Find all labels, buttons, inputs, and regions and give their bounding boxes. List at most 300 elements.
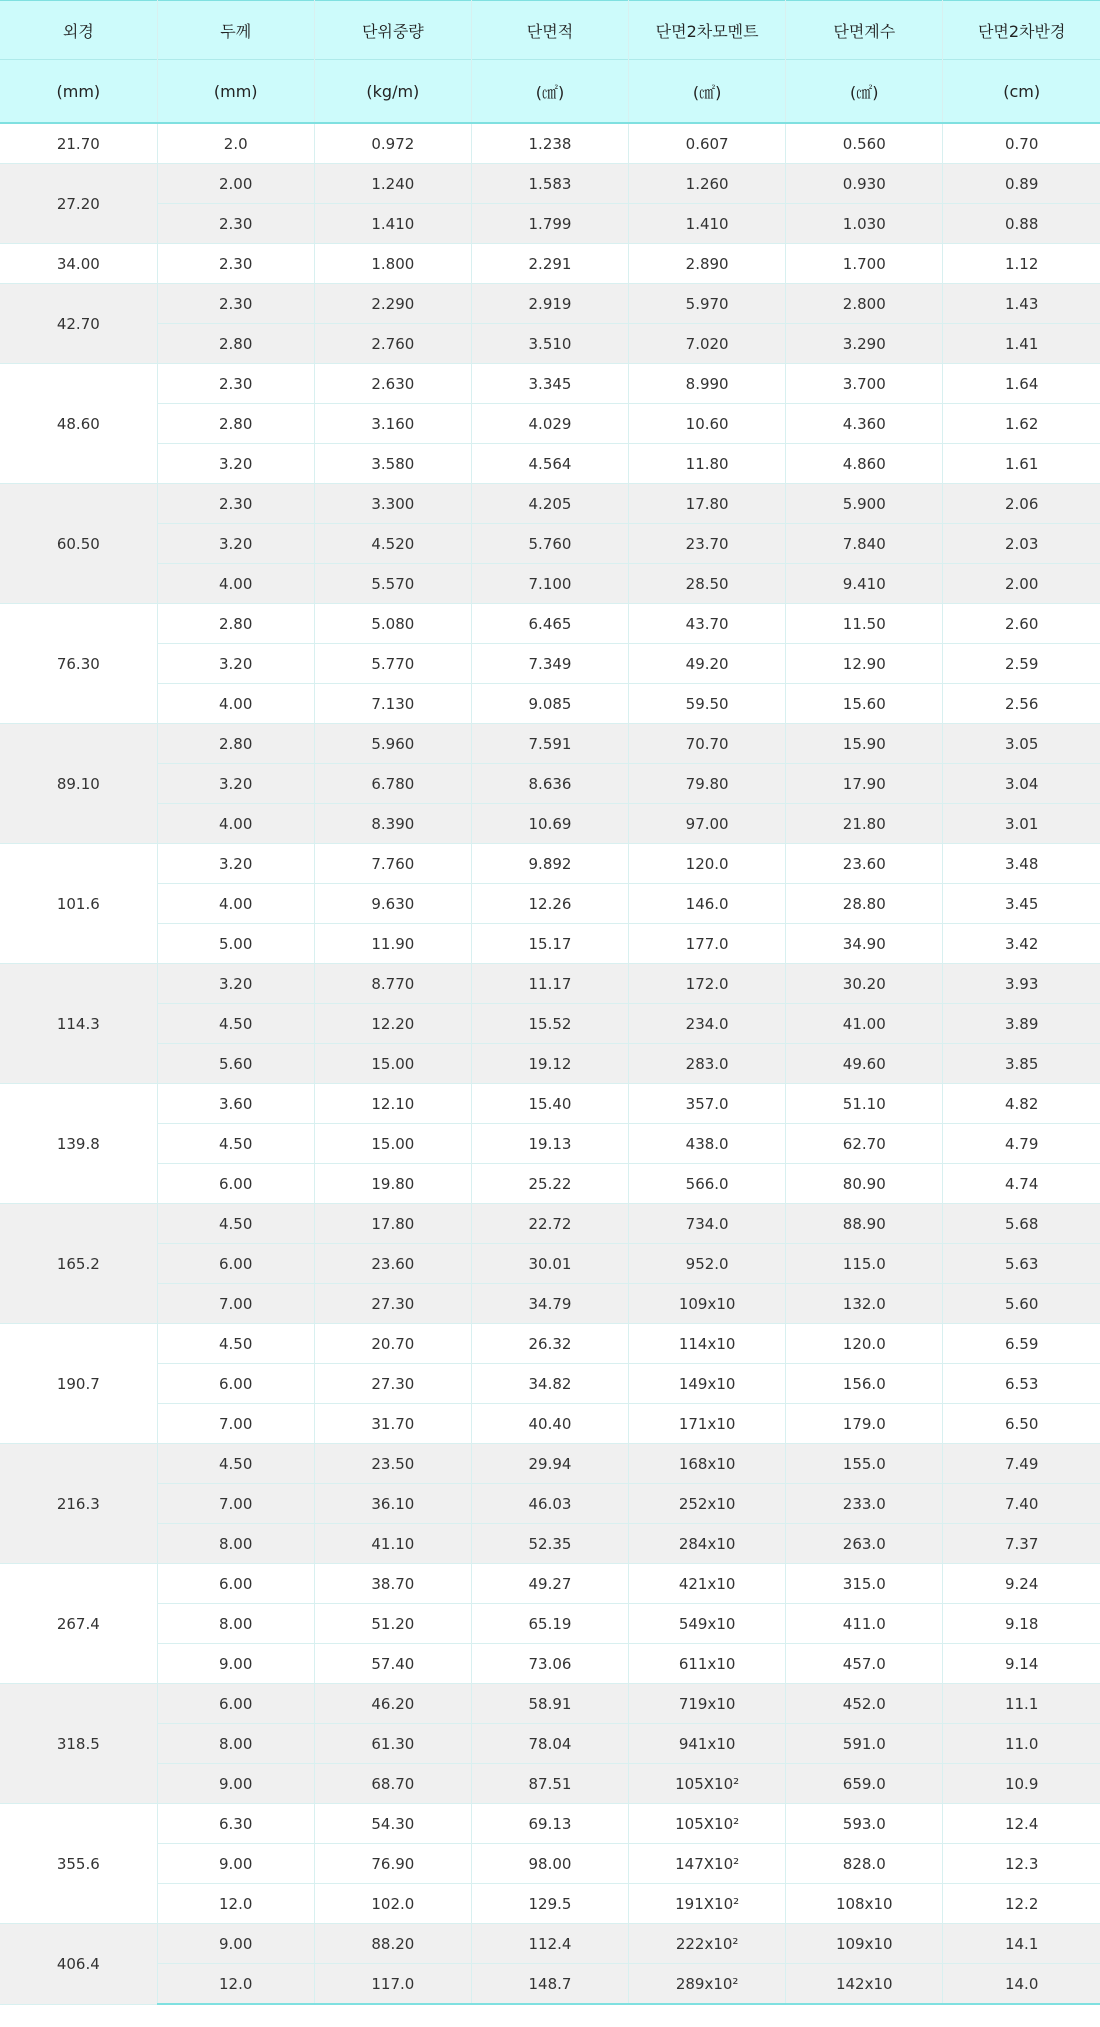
table-cell: 5.900 — [786, 484, 943, 524]
table-cell: 2.30 — [157, 484, 314, 524]
outer-diameter-cell: 101.6 — [0, 844, 157, 964]
table-cell: 941x10 — [629, 1724, 786, 1764]
table-cell: 49.20 — [629, 644, 786, 684]
table-cell: 0.930 — [786, 164, 943, 204]
table-cell: 14.1 — [943, 1924, 1100, 1964]
table-cell: 36.10 — [314, 1484, 471, 1524]
table-cell: 4.82 — [943, 1084, 1100, 1124]
table-cell: 5.68 — [943, 1204, 1100, 1244]
table-cell: 12.0 — [157, 1884, 314, 1924]
table-row — [0, 1844, 1100, 1884]
table-cell: 3.89 — [943, 1004, 1100, 1044]
column-header-title: 단면2차모멘트 — [629, 1, 786, 60]
table-cell: 3.290 — [786, 324, 943, 364]
table-cell: 5.770 — [314, 644, 471, 684]
table-cell: 289x10² — [629, 1964, 786, 2005]
table-cell: 1.62 — [943, 404, 1100, 444]
table-cell: 15.00 — [314, 1124, 471, 1164]
table-row — [0, 644, 1100, 684]
table-cell: 19.12 — [471, 1044, 628, 1084]
table-cell: 7.130 — [314, 684, 471, 724]
table-cell: 7.020 — [629, 324, 786, 364]
table-cell: 15.17 — [471, 924, 628, 964]
table-cell: 87.51 — [471, 1764, 628, 1804]
table-cell: 15.60 — [786, 684, 943, 724]
table-cell: 171x10 — [629, 1404, 786, 1444]
table-cell: 43.70 — [629, 604, 786, 644]
table-cell: 2.890 — [629, 244, 786, 284]
table-cell: 3.42 — [943, 924, 1100, 964]
table-cell: 2.919 — [471, 284, 628, 324]
table-cell: 4.360 — [786, 404, 943, 444]
table-row — [0, 123, 1100, 164]
table-cell: 11.17 — [471, 964, 628, 1004]
table-cell: 952.0 — [629, 1244, 786, 1284]
table-cell: 3.48 — [943, 844, 1100, 884]
table-row — [0, 764, 1100, 804]
table-cell: 4.00 — [157, 804, 314, 844]
table-cell: 8.636 — [471, 764, 628, 804]
table-cell: 4.50 — [157, 1324, 314, 1364]
table-cell: 12.26 — [471, 884, 628, 924]
table-cell: 1.410 — [314, 204, 471, 244]
table-cell: 3.60 — [157, 1084, 314, 1124]
table-cell: 3.20 — [157, 644, 314, 684]
table-cell: 7.100 — [471, 564, 628, 604]
table-cell: 0.972 — [314, 123, 471, 164]
table-cell: 2.30 — [157, 204, 314, 244]
table-cell: 0.89 — [943, 164, 1100, 204]
table-cell: 52.35 — [471, 1524, 628, 1564]
table-cell: 549x10 — [629, 1604, 786, 1644]
table-cell: 9.00 — [157, 1924, 314, 1964]
table-cell: 11.1 — [943, 1684, 1100, 1724]
table-cell: 3.20 — [157, 444, 314, 484]
table-cell: 30.20 — [786, 964, 943, 1004]
table-cell: 46.20 — [314, 1684, 471, 1724]
table-cell: 112.4 — [471, 1924, 628, 1964]
table-row — [0, 1804, 1100, 1844]
table-body — [0, 123, 1100, 2004]
table-cell: 4.50 — [157, 1124, 314, 1164]
table-cell: 155.0 — [786, 1444, 943, 1484]
outer-diameter-cell: 406.4 — [0, 1924, 157, 2005]
table-row — [0, 1284, 1100, 1324]
outer-diameter-cell: 318.5 — [0, 1684, 157, 1804]
table-cell: 252x10 — [629, 1484, 786, 1524]
table-cell: 23.60 — [786, 844, 943, 884]
table-cell: 3.20 — [157, 964, 314, 1004]
table-row — [0, 364, 1100, 404]
table-row — [0, 924, 1100, 964]
table-cell: 102.0 — [314, 1884, 471, 1924]
table-cell: 9.630 — [314, 884, 471, 924]
table-cell: 21.80 — [786, 804, 943, 844]
table-cell: 1.12 — [943, 244, 1100, 284]
table-cell: 2.760 — [314, 324, 471, 364]
table-cell: 10.60 — [629, 404, 786, 444]
column-header-unit: (㎠) — [629, 60, 786, 124]
table-cell: 7.00 — [157, 1484, 314, 1524]
table-cell: 11.50 — [786, 604, 943, 644]
table-cell: 12.2 — [943, 1884, 1100, 1924]
table-row — [0, 1124, 1100, 1164]
table-cell: 88.20 — [314, 1924, 471, 1964]
table-cell: 8.390 — [314, 804, 471, 844]
table-cell: 3.300 — [314, 484, 471, 524]
outer-diameter-cell: 27.20 — [0, 164, 157, 244]
table-cell: 1.800 — [314, 244, 471, 284]
column-header-unit: (cm) — [943, 60, 1100, 124]
column-header-title: 단면2차반경 — [943, 1, 1100, 60]
table-cell: 9.14 — [943, 1644, 1100, 1684]
table-row — [0, 1204, 1100, 1244]
table-cell: 6.00 — [157, 1364, 314, 1404]
column-header-title: 외경 — [0, 1, 157, 60]
table-cell: 828.0 — [786, 1844, 943, 1884]
table-cell: 28.50 — [629, 564, 786, 604]
table-row — [0, 1044, 1100, 1084]
table-cell: 78.04 — [471, 1724, 628, 1764]
table-cell: 2.80 — [157, 604, 314, 644]
table-cell: 2.0 — [157, 123, 314, 164]
table-cell: 109x10 — [786, 1924, 943, 1964]
outer-diameter-cell: 76.30 — [0, 604, 157, 724]
table-cell: 2.60 — [943, 604, 1100, 644]
table-cell: 457.0 — [786, 1644, 943, 1684]
table-cell: 9.410 — [786, 564, 943, 604]
table-cell: 8.990 — [629, 364, 786, 404]
table-cell: 49.60 — [786, 1044, 943, 1084]
table-cell: 31.70 — [314, 1404, 471, 1444]
table-cell: 7.00 — [157, 1284, 314, 1324]
outer-diameter-cell: 355.6 — [0, 1804, 157, 1924]
table-cell: 179.0 — [786, 1404, 943, 1444]
table-cell: 0.88 — [943, 204, 1100, 244]
table-cell: 734.0 — [629, 1204, 786, 1244]
table-cell: 4.50 — [157, 1004, 314, 1044]
table-cell: 97.00 — [629, 804, 786, 844]
table-cell: 3.93 — [943, 964, 1100, 1004]
table-cell: 168x10 — [629, 1444, 786, 1484]
table-cell: 2.80 — [157, 324, 314, 364]
table-cell: 7.840 — [786, 524, 943, 564]
table-cell: 284x10 — [629, 1524, 786, 1564]
table-cell: 7.349 — [471, 644, 628, 684]
table-cell: 191X10² — [629, 1884, 786, 1924]
outer-diameter-cell: 216.3 — [0, 1444, 157, 1564]
table-cell: 3.01 — [943, 804, 1100, 844]
table-cell: 3.20 — [157, 844, 314, 884]
table-row — [0, 484, 1100, 524]
table-cell: 7.591 — [471, 724, 628, 764]
table-cell: 4.74 — [943, 1164, 1100, 1204]
outer-diameter-cell: 267.4 — [0, 1564, 157, 1684]
table-cell: 7.40 — [943, 1484, 1100, 1524]
table-cell: 5.00 — [157, 924, 314, 964]
table-cell: 142x10 — [786, 1964, 943, 2005]
table-cell: 1.43 — [943, 284, 1100, 324]
table-cell: 2.80 — [157, 724, 314, 764]
table-cell: 263.0 — [786, 1524, 943, 1564]
table-cell: 68.70 — [314, 1764, 471, 1804]
table-cell: 8.00 — [157, 1524, 314, 1564]
table-cell: 7.49 — [943, 1444, 1100, 1484]
table-cell: 7.760 — [314, 844, 471, 884]
outer-diameter-cell: 21.70 — [0, 123, 157, 164]
table-cell: 69.13 — [471, 1804, 628, 1844]
table-cell: 12.4 — [943, 1804, 1100, 1844]
outer-diameter-cell: 34.00 — [0, 244, 157, 284]
table-cell: 6.00 — [157, 1564, 314, 1604]
table-row — [0, 564, 1100, 604]
table-row — [0, 844, 1100, 884]
table-cell: 2.30 — [157, 244, 314, 284]
table-row — [0, 404, 1100, 444]
table-cell: 2.03 — [943, 524, 1100, 564]
table-row — [0, 1684, 1100, 1724]
table-cell: 3.580 — [314, 444, 471, 484]
table-cell: 54.30 — [314, 1804, 471, 1844]
table-row — [0, 284, 1100, 324]
table-cell: 1.030 — [786, 204, 943, 244]
table-cell: 719x10 — [629, 1684, 786, 1724]
table-cell: 8.00 — [157, 1724, 314, 1764]
table-row — [0, 164, 1100, 204]
table-cell: 9.00 — [157, 1844, 314, 1884]
table-cell: 4.50 — [157, 1444, 314, 1484]
table-cell: 5.760 — [471, 524, 628, 564]
table-row — [0, 964, 1100, 1004]
table-cell: 3.700 — [786, 364, 943, 404]
table-cell: 59.50 — [629, 684, 786, 724]
outer-diameter-cell: 89.10 — [0, 724, 157, 844]
table-row — [0, 724, 1100, 764]
table-cell: 29.94 — [471, 1444, 628, 1484]
table-cell: 5.080 — [314, 604, 471, 644]
table-cell: 6.30 — [157, 1804, 314, 1844]
table-row — [0, 884, 1100, 924]
table-cell: 1.240 — [314, 164, 471, 204]
table-cell: 15.52 — [471, 1004, 628, 1044]
table-cell: 117.0 — [314, 1964, 471, 2005]
table-cell: 9.00 — [157, 1644, 314, 1684]
table-row — [0, 1604, 1100, 1644]
table-cell: 2.56 — [943, 684, 1100, 724]
table-cell: 27.30 — [314, 1364, 471, 1404]
table-row — [0, 1084, 1100, 1124]
table-cell: 222x10² — [629, 1924, 786, 1964]
table-cell: 23.60 — [314, 1244, 471, 1284]
table-header — [0, 1, 1100, 124]
table-cell: 146.0 — [629, 884, 786, 924]
table-cell: 23.70 — [629, 524, 786, 564]
table-cell: 566.0 — [629, 1164, 786, 1204]
table-cell: 40.40 — [471, 1404, 628, 1444]
table-cell: 65.19 — [471, 1604, 628, 1644]
table-cell: 4.205 — [471, 484, 628, 524]
table-cell: 4.520 — [314, 524, 471, 564]
table-cell: 3.04 — [943, 764, 1100, 804]
table-row — [0, 1484, 1100, 1524]
table-cell: 1.583 — [471, 164, 628, 204]
table-cell: 41.00 — [786, 1004, 943, 1044]
table-cell: 28.80 — [786, 884, 943, 924]
table-cell: 2.30 — [157, 284, 314, 324]
table-cell: 12.20 — [314, 1004, 471, 1044]
table-cell: 105X10² — [629, 1804, 786, 1844]
table-cell: 6.465 — [471, 604, 628, 644]
table-cell: 7.00 — [157, 1404, 314, 1444]
table-row — [0, 1924, 1100, 1964]
table-cell: 5.970 — [629, 284, 786, 324]
column-header-unit: (mm) — [157, 60, 314, 124]
table-cell: 156.0 — [786, 1364, 943, 1404]
table-cell: 27.30 — [314, 1284, 471, 1324]
table-cell: 108x10 — [786, 1884, 943, 1924]
table-cell: 411.0 — [786, 1604, 943, 1644]
table-cell: 38.70 — [314, 1564, 471, 1604]
table-cell: 12.0 — [157, 1964, 314, 2005]
table-cell: 6.00 — [157, 1164, 314, 1204]
table-cell: 12.3 — [943, 1844, 1100, 1884]
table-cell: 147X10² — [629, 1844, 786, 1884]
table-cell: 73.06 — [471, 1644, 628, 1684]
table-cell: 6.50 — [943, 1404, 1100, 1444]
table-row — [0, 244, 1100, 284]
table-cell: 1.410 — [629, 204, 786, 244]
table-cell: 76.90 — [314, 1844, 471, 1884]
column-header-title: 단위중량 — [314, 1, 471, 60]
table-row — [0, 604, 1100, 644]
table-cell: 23.50 — [314, 1444, 471, 1484]
outer-diameter-cell: 165.2 — [0, 1204, 157, 1324]
outer-diameter-cell: 60.50 — [0, 484, 157, 604]
table-row — [0, 1444, 1100, 1484]
table-cell: 88.90 — [786, 1204, 943, 1244]
table-cell: 15.40 — [471, 1084, 628, 1124]
table-cell: 6.00 — [157, 1684, 314, 1724]
table-cell: 4.79 — [943, 1124, 1100, 1164]
table-cell: 6.59 — [943, 1324, 1100, 1364]
table-cell: 70.70 — [629, 724, 786, 764]
table-cell: 149x10 — [629, 1364, 786, 1404]
table-cell: 129.5 — [471, 1884, 628, 1924]
column-header-unit: (mm) — [0, 60, 157, 124]
table-cell: 2.80 — [157, 404, 314, 444]
table-cell: 1.700 — [786, 244, 943, 284]
table-cell: 8.00 — [157, 1604, 314, 1644]
table-row — [0, 1524, 1100, 1564]
table-cell: 51.10 — [786, 1084, 943, 1124]
table-cell: 357.0 — [629, 1084, 786, 1124]
table-row — [0, 1564, 1100, 1604]
table-cell: 6.53 — [943, 1364, 1100, 1404]
column-header-unit: (㎠) — [471, 60, 628, 124]
table-cell: 17.80 — [314, 1204, 471, 1244]
table-row — [0, 1364, 1100, 1404]
table-cell: 19.13 — [471, 1124, 628, 1164]
table-cell: 62.70 — [786, 1124, 943, 1164]
table-cell: 26.32 — [471, 1324, 628, 1364]
table-cell: 9.00 — [157, 1764, 314, 1804]
table-cell: 17.90 — [786, 764, 943, 804]
table-cell: 61.30 — [314, 1724, 471, 1764]
table-cell: 3.20 — [157, 764, 314, 804]
table-row — [0, 204, 1100, 244]
table-row — [0, 1724, 1100, 1764]
table-cell: 58.91 — [471, 1684, 628, 1724]
table-cell: 34.82 — [471, 1364, 628, 1404]
table-row — [0, 684, 1100, 724]
column-header-unit: (㎠) — [786, 60, 943, 124]
table-row — [0, 1004, 1100, 1044]
table-cell: 611x10 — [629, 1644, 786, 1684]
table-cell: 49.27 — [471, 1564, 628, 1604]
table-cell: 15.00 — [314, 1044, 471, 1084]
table-cell: 177.0 — [629, 924, 786, 964]
table-cell: 1.41 — [943, 324, 1100, 364]
table-cell: 1.64 — [943, 364, 1100, 404]
table-row — [0, 1404, 1100, 1444]
outer-diameter-cell: 139.8 — [0, 1084, 157, 1204]
table-cell: 1.260 — [629, 164, 786, 204]
table-cell: 17.80 — [629, 484, 786, 524]
table-cell: 51.20 — [314, 1604, 471, 1644]
table-cell: 4.50 — [157, 1204, 314, 1244]
table-row — [0, 524, 1100, 564]
table-cell: 30.01 — [471, 1244, 628, 1284]
table-cell: 2.291 — [471, 244, 628, 284]
table-cell: 98.00 — [471, 1844, 628, 1884]
table-cell: 41.10 — [314, 1524, 471, 1564]
table-cell: 11.0 — [943, 1724, 1100, 1764]
table-row — [0, 1244, 1100, 1284]
table-cell: 283.0 — [629, 1044, 786, 1084]
table-cell: 5.60 — [943, 1284, 1100, 1324]
table-cell: 15.90 — [786, 724, 943, 764]
table-cell: 2.630 — [314, 364, 471, 404]
table-cell: 9.085 — [471, 684, 628, 724]
table-row — [0, 444, 1100, 484]
table-cell: 3.85 — [943, 1044, 1100, 1084]
outer-diameter-cell: 42.70 — [0, 284, 157, 364]
table-cell: 4.00 — [157, 884, 314, 924]
table-cell: 14.0 — [943, 1964, 1100, 2005]
table-row — [0, 1644, 1100, 1684]
table-cell: 3.510 — [471, 324, 628, 364]
table-cell: 148.7 — [471, 1964, 628, 2005]
table-row — [0, 324, 1100, 364]
table-cell: 233.0 — [786, 1484, 943, 1524]
table-cell: 11.80 — [629, 444, 786, 484]
table-cell: 7.37 — [943, 1524, 1100, 1564]
table-cell: 109x10 — [629, 1284, 786, 1324]
table-cell: 4.860 — [786, 444, 943, 484]
column-header-title: 두께 — [157, 1, 314, 60]
table-cell: 172.0 — [629, 964, 786, 1004]
table-cell: 12.10 — [314, 1084, 471, 1124]
table-row — [0, 1964, 1100, 2005]
table-cell: 591.0 — [786, 1724, 943, 1764]
table-row — [0, 804, 1100, 844]
table-cell: 1.61 — [943, 444, 1100, 484]
table-cell: 120.0 — [629, 844, 786, 884]
table-cell: 5.63 — [943, 1244, 1100, 1284]
table-cell: 6.00 — [157, 1244, 314, 1284]
table-cell: 22.72 — [471, 1204, 628, 1244]
table-cell: 25.22 — [471, 1164, 628, 1204]
